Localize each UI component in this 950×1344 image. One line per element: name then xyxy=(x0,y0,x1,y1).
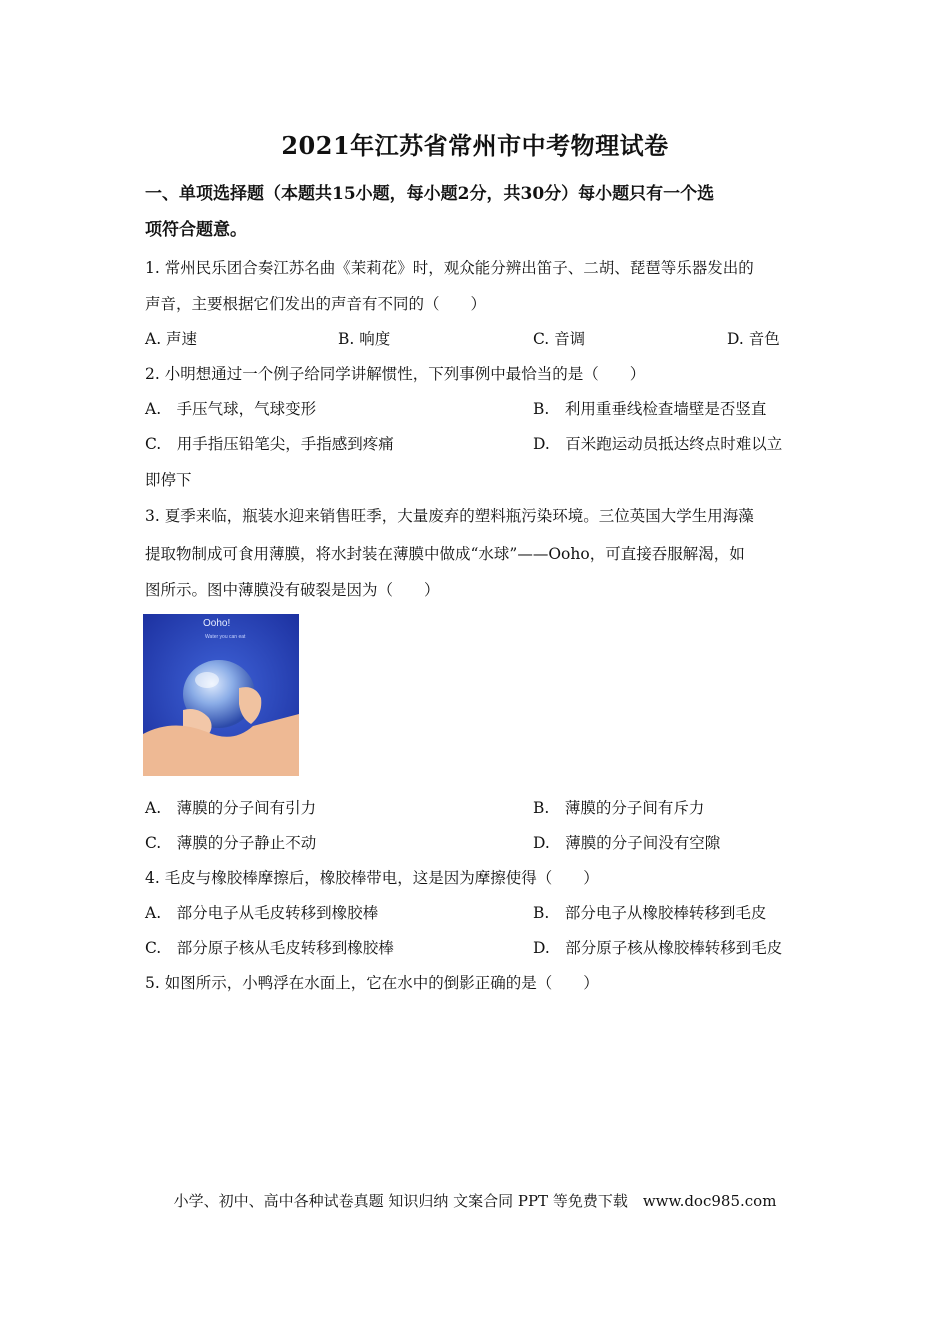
page-footer: 小学、初中、高中各种试卷真题 知识归纳 文案合同 PPT 等免费下载 www.doc985.com xyxy=(173,1192,777,1210)
q1-stem-line1: 1. 常州民乐团合奏江苏名曲《茉莉花》时，观众能分辨出笛子、二胡、琵琶等乐器发出的 xyxy=(145,259,754,277)
photo-subtitle: Water you can eat xyxy=(205,634,246,640)
q4-option-b: B. 部分电子从橡胶棒转移到毛皮 xyxy=(533,904,767,922)
section-heading xyxy=(145,176,805,248)
q2-option-a: A. 手压气球，气球变形 xyxy=(145,400,317,418)
q1-stem-line2: 声音，主要根据它们发出的声音有不同的（ ） xyxy=(145,295,487,313)
q1-option-a: A. 声速 xyxy=(145,330,198,348)
q2-option-d: D. 百米跑运动员抵达终点时难以立 xyxy=(533,435,783,453)
q3-stem-line1: 3. 夏季来临，瓶装水迎来销售旺季，大量废弃的塑料瓶污染环境。三位英国大学生用海藻 xyxy=(145,507,754,525)
q4-option-d: D. 部分原子核从橡胶棒转移到毛皮 xyxy=(533,939,783,957)
q3-stem-line3: 图所示。图中薄膜没有破裂是因为（ ） xyxy=(145,581,440,599)
q3-option-a: A. 薄膜的分子间有引力 xyxy=(145,799,317,817)
q4-option-c: C. 部分原子核从毛皮转移到橡胶棒 xyxy=(145,939,394,957)
q2-stem-line1: 2. 小明想通过一个例子给同学讲解惯性，下列事例中最恰当的是（ ） xyxy=(145,365,646,383)
q1-option-c: C. 音调 xyxy=(533,330,586,348)
q4-option-a: A. 部分电子从毛皮转移到橡胶棒 xyxy=(145,904,379,922)
section-heading-line2: 项符合题意。 xyxy=(145,220,247,240)
q4-stem-line1: 4. 毛皮与橡胶棒摩擦后，橡胶棒带电，这是因为摩擦使得（ ） xyxy=(145,869,599,887)
q1-option-d: D. 音色 xyxy=(727,330,780,348)
q3-option-b: B. 薄膜的分子间有斥力 xyxy=(533,799,705,817)
q2-option-b: B. 利用重垂线检查墙壁是否竖直 xyxy=(533,400,767,418)
q3-stem-line2: 提取物制成可食用薄膜，将水封装在薄膜中做成“水球”——Ooho，可直接吞服解渴，如 xyxy=(145,545,745,563)
exam-title: 2021年江苏省常州市中考物理试卷 xyxy=(281,131,669,160)
q5-stem-line1: 5. 如图所示，小鸭浮在水面上，它在水中的倒影正确的是（ ） xyxy=(145,974,599,992)
q1-option-b: B. 响度 xyxy=(338,330,391,348)
q2-option-c: C. 用手指压铅笔尖，手指感到疼痛 xyxy=(145,435,394,453)
section-heading-line1: 一、单项选择题（本题共15小题，每小题2分，共30分）每小题只有一个选 xyxy=(145,184,715,204)
water-ball-highlight xyxy=(195,672,219,688)
q3-option-d: D. 薄膜的分子间没有空隙 xyxy=(533,834,721,852)
ooho-photo xyxy=(143,614,299,776)
photo-title: Ooho! xyxy=(203,618,231,629)
q3-option-c: C. 薄膜的分子静止不动 xyxy=(145,834,317,852)
q2-option-d-continued: 即停下 xyxy=(145,471,192,489)
